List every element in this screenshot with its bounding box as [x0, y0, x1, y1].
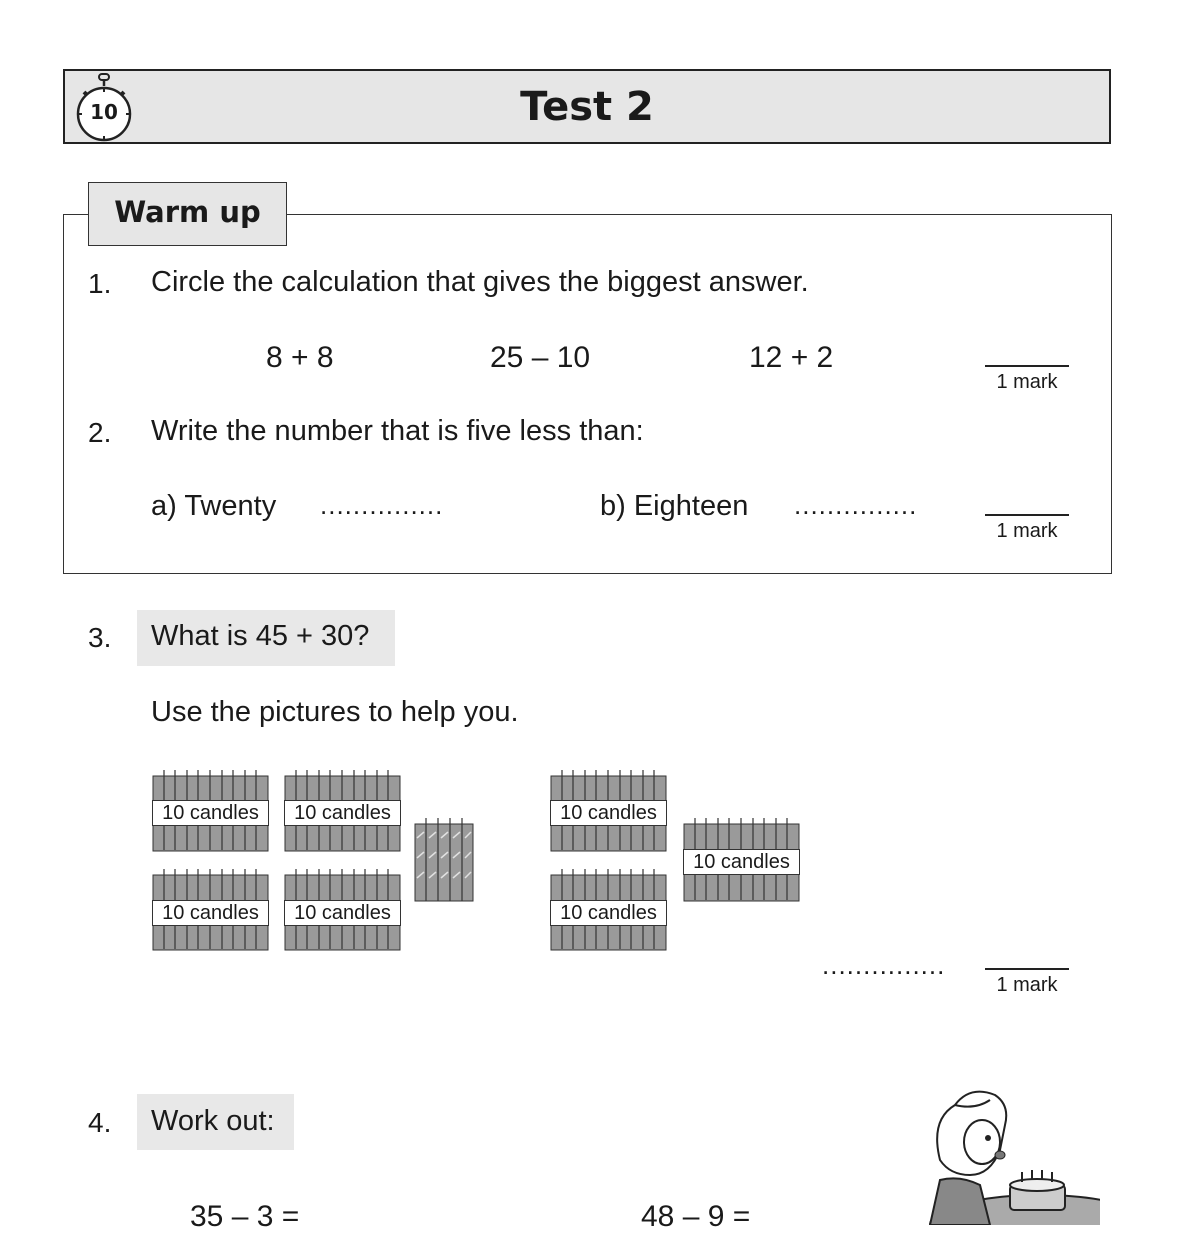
candle-label: 10 candles	[152, 800, 269, 826]
calculation-option[interactable]: 25 – 10	[490, 341, 591, 374]
mark-label: 1 mark	[996, 371, 1058, 393]
mark-label: 1 mark	[996, 974, 1058, 996]
question-4-text: Work out:	[151, 1105, 275, 1137]
mark-line	[985, 514, 1069, 516]
question-2-number: 2.	[88, 417, 112, 448]
page-title: Test 2	[520, 84, 654, 130]
answer-field-2b[interactable]: ...............	[794, 490, 918, 520]
question-3-text: What is 45 + 30?	[151, 620, 370, 652]
calculation-4a: 35 – 3 =	[190, 1200, 300, 1233]
candle-label: 10 candles	[284, 800, 401, 826]
candle-bundle	[550, 770, 667, 852]
warmup-label: Warm up	[114, 195, 261, 229]
question-4-number: 4.	[88, 1107, 112, 1138]
calculation-option[interactable]: 8 + 8	[266, 341, 334, 374]
candle-bundle	[152, 869, 269, 951]
mark-label: 1 mark	[996, 520, 1058, 542]
candle-label: 10 candles	[550, 900, 667, 926]
question-3-hint: Use the pictures to help you.	[151, 696, 519, 728]
candle-label: 10 candles	[683, 849, 800, 875]
question-1-text: Circle the calculation that gives the biggest answer.	[151, 266, 809, 298]
candle-label: 10 candles	[284, 900, 401, 926]
timer-minutes: 10	[90, 100, 118, 124]
candle-bundle	[152, 770, 269, 852]
mark-line	[985, 365, 1069, 367]
loose-candles-image	[414, 818, 474, 902]
question-2-text: Write the number that is five less than:	[151, 415, 644, 447]
candle-bundle	[683, 818, 800, 902]
question-2a-label: a) Twenty	[151, 490, 277, 522]
girl-with-cake-illustration	[900, 1080, 1100, 1225]
candle-label: 10 candles	[550, 800, 667, 826]
candle-bundle	[550, 869, 667, 951]
candle-bundle	[284, 869, 401, 951]
candle-label: 10 candles	[152, 900, 269, 926]
question-2b-label: b) Eighteen	[600, 490, 749, 522]
calculation-option[interactable]: 12 + 2	[749, 341, 834, 374]
mark-line	[985, 968, 1069, 970]
answer-field-2a[interactable]: ...............	[320, 490, 444, 520]
answer-field-3[interactable]: ...............	[822, 950, 946, 980]
calculation-4b: 48 – 9 =	[641, 1200, 751, 1233]
candle-bundle	[284, 770, 401, 852]
question-1-number: 1.	[88, 268, 112, 299]
question-3-number: 3.	[88, 622, 112, 653]
